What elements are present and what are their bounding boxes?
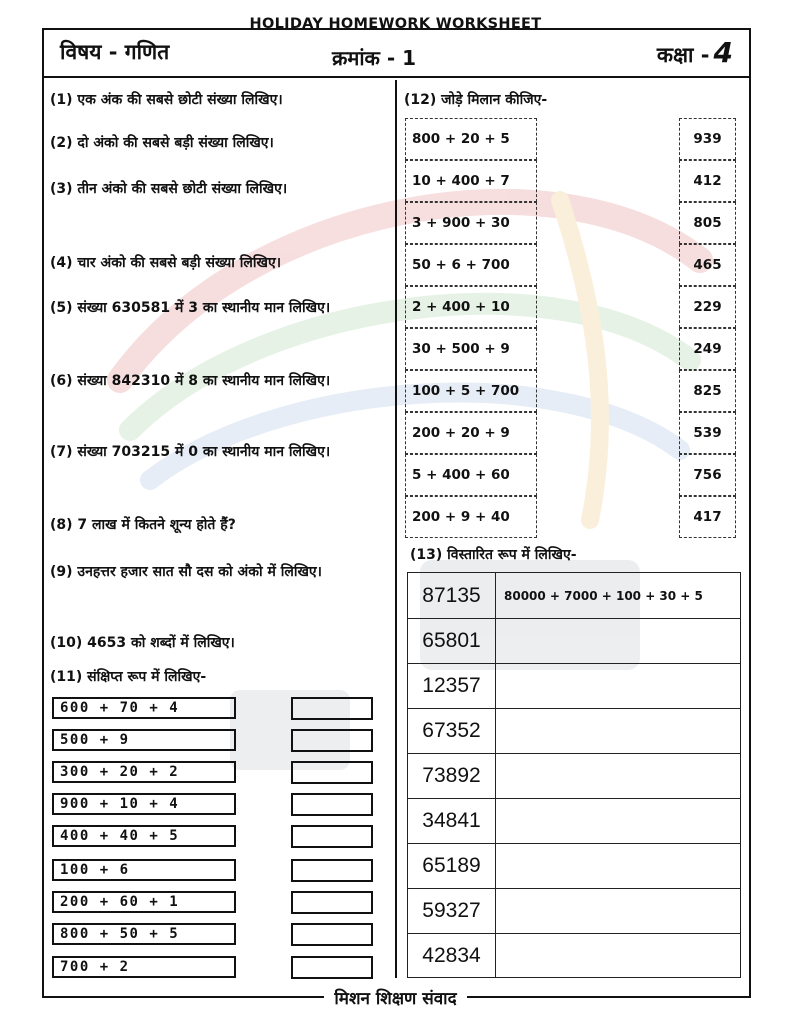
table-row	[408, 619, 740, 664]
table-row	[408, 844, 740, 889]
expanded-number: 65801	[408, 619, 496, 663]
answer-box[interactable]	[291, 697, 373, 720]
expanded-answer[interactable]	[496, 934, 740, 977]
abbrev-item: 400 + 40 + 5	[52, 825, 236, 847]
worksheet-title: HOLIDAY HOMEWORK WORKSHEET	[0, 16, 791, 32]
abbrev-item: 300 + 20 + 2	[52, 761, 236, 783]
answer-box[interactable]	[291, 859, 373, 882]
abbrev-item: 600 + 70 + 4	[52, 697, 236, 719]
match-right-item: 825	[679, 370, 736, 412]
question-8: (8) 7 लाख में कितने शून्य होते हैं?	[50, 517, 236, 533]
table-row	[408, 754, 740, 799]
match-left-item: 200 + 20 + 9	[405, 412, 537, 454]
match-left-item: 30 + 500 + 9	[405, 328, 537, 370]
expanded-answer[interactable]	[496, 619, 740, 663]
match-left-item: 3 + 900 + 30	[405, 202, 537, 244]
answer-box[interactable]	[291, 891, 373, 914]
match-right-item: 939	[679, 118, 736, 160]
question-9: (9) उनहत्तर हजार सात सौ दस को अंको में लिखिए।	[50, 564, 322, 580]
answer-box[interactable]	[291, 793, 373, 816]
expanded-table	[407, 572, 741, 978]
expanded-number: 87135	[408, 573, 496, 618]
answer-box[interactable]	[291, 825, 373, 848]
class-number: 4	[713, 36, 733, 69]
answer-box[interactable]	[291, 729, 373, 752]
abbrev-item: 700 + 2	[52, 956, 236, 978]
expanded-title: (13) विस्तारित रूप में लिखिए-	[410, 547, 577, 563]
expanded-number: 73892	[408, 754, 496, 798]
class-label: कक्षा - 4	[656, 36, 733, 69]
expanded-answer[interactable]	[496, 799, 740, 843]
table-row	[408, 573, 740, 619]
expanded-answer[interactable]	[496, 889, 740, 933]
expanded-number: 34841	[408, 799, 496, 843]
match-left-item: 200 + 9 + 40	[405, 496, 537, 538]
match-right-item: 756	[679, 454, 736, 496]
match-right-item: 229	[679, 286, 736, 328]
abbrev-item: 800 + 50 + 5	[52, 923, 236, 945]
question-5: (5) संख्या 630581 में 3 का स्थानीय मान लिखिए।	[50, 300, 331, 316]
match-left-item: 100 + 5 + 700	[405, 370, 537, 412]
footer-brand: मिशन शिक्षण संवाद	[0, 986, 791, 1009]
expanded-number: 67352	[408, 709, 496, 753]
subject-label: विषय - गणित	[60, 40, 170, 64]
abbrev-item: 500 + 9	[52, 729, 236, 751]
abbrev-item: 900 + 10 + 4	[52, 793, 236, 815]
expanded-answer[interactable]: 80000 + 7000 + 100 + 30 + 5	[504, 588, 703, 603]
serial-label: क्रमांक - 1	[332, 46, 417, 70]
table-row	[408, 934, 740, 977]
question-11: (11) संक्षिप्त रूप में लिखिए-	[50, 669, 207, 685]
table-row	[408, 799, 740, 844]
match-left-item: 800 + 20 + 5	[405, 118, 537, 160]
expanded-answer[interactable]	[496, 754, 740, 798]
match-title: (12) जोड़े मिलान कीजिए-	[404, 92, 548, 108]
match-left-item: 10 + 400 + 7	[405, 160, 537, 202]
expanded-answer[interactable]	[496, 664, 740, 708]
answer-box[interactable]	[291, 956, 373, 979]
expanded-number: 42834	[408, 934, 496, 977]
expanded-answer[interactable]	[496, 844, 740, 888]
abbrev-item: 100 + 6	[52, 859, 236, 881]
question-1: (1) एक अंक की सबसे छोटी संख्या लिखिए।	[50, 92, 283, 108]
match-right-item: 412	[679, 160, 736, 202]
expanded-number: 59327	[408, 889, 496, 933]
match-left-item: 2 + 400 + 10	[405, 286, 537, 328]
answer-box[interactable]	[291, 923, 373, 946]
abbrev-item: 200 + 60 + 1	[52, 891, 236, 913]
expanded-number: 12357	[408, 664, 496, 708]
match-left-item: 5 + 400 + 60	[405, 454, 537, 496]
answer-box[interactable]	[291, 761, 373, 784]
question-3: (3) तीन अंको की सबसे छोटी संख्या लिखिए।	[50, 181, 288, 197]
table-row	[408, 889, 740, 934]
match-right-item: 417	[679, 496, 736, 538]
question-2: (2) दो अंको की सबसे बड़ी संख्या लिखिए।	[50, 135, 274, 151]
question-6: (6) संख्या 842310 में 8 का स्थानीय मान लिखिए।	[50, 373, 331, 389]
question-4: (4) चार अंको की सबसे बड़ी संख्या लिखिए।	[50, 255, 282, 271]
question-10: (10) 4653 को शब्दों में लिखिए।	[50, 635, 235, 651]
match-left-item: 50 + 6 + 700	[405, 244, 537, 286]
question-7: (7) संख्या 703215 में 0 का स्थानीय मान लिखिए।	[50, 444, 331, 460]
match-right-item: 539	[679, 412, 736, 454]
worksheet-header	[42, 28, 751, 78]
table-row	[408, 664, 740, 709]
match-right-item: 249	[679, 328, 736, 370]
expanded-answer[interactable]	[496, 709, 740, 753]
column-divider	[395, 80, 397, 978]
match-right-item: 805	[679, 202, 736, 244]
match-right-item: 465	[679, 244, 736, 286]
table-row	[408, 709, 740, 754]
expanded-number: 65189	[408, 844, 496, 888]
